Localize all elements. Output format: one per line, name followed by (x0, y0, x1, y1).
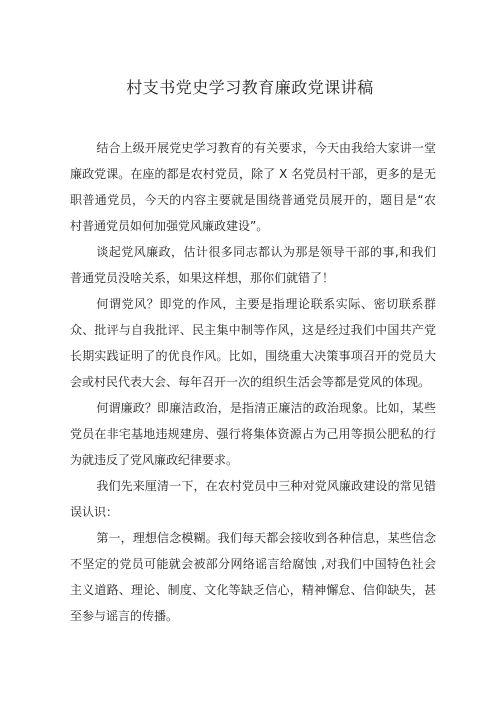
document-title: 村支书党史学习教育廉政党课讲稿 (126, 78, 374, 97)
paragraph-party-style: 何谓党风？即党的作风，主要是指理论联系实际、密切联系群众、批评与自我批评、民主集中制等作风，这是经过我们中国共产党长期实践证明了的优良作风。比如，围绕重大决策事项召开的党员大会或村民代表大会、每年召开一次的组织生活会等都是党风的体现。 (70, 297, 436, 389)
paragraph-clean-governance: 何谓廉政？即廉洁政治，是指清正廉洁的政治现象。比如，某些党员在非宅基地违规建房、强行将集体资源占为己用等损公肥私的行为就违反了党风廉政纪律要求。 (70, 401, 436, 467)
document-body (70, 135, 436, 629)
paragraph-misconception: 谈起党风廉政，估计很多同志都认为那是领导干部的事,和我们普通党员没啥关系，如果这样想，那你们就错了！ (70, 245, 436, 285)
paragraph-intro: 结合上级开展党史学习教育的有关要求，今天由我给大家讲一堂廉政党课。在座的都是农村党员，除了 X 名党员村干部，更多的是无职普通党员，今天的内容主要就是围绕普通党员展开的，题目是“农村普通党员如何加强党风廉政建设”。 (70, 141, 436, 233)
paragraph-first-error: 第一，理想信念模糊。我们每天都会接收到各种信息，某些信念不坚定的党员可能就会被部分网络谣言给腐蚀 ,对我们中国特色社会主义道路、理论、制度、文化等缺乏信心，精神懈怠、信仰缺失，甚至参与谣言的传播。 (70, 531, 436, 623)
paragraph-three-errors: 我们先来厘清一下，在农村党员中三种对党风廉政建设的常见错误认识： (70, 479, 436, 519)
